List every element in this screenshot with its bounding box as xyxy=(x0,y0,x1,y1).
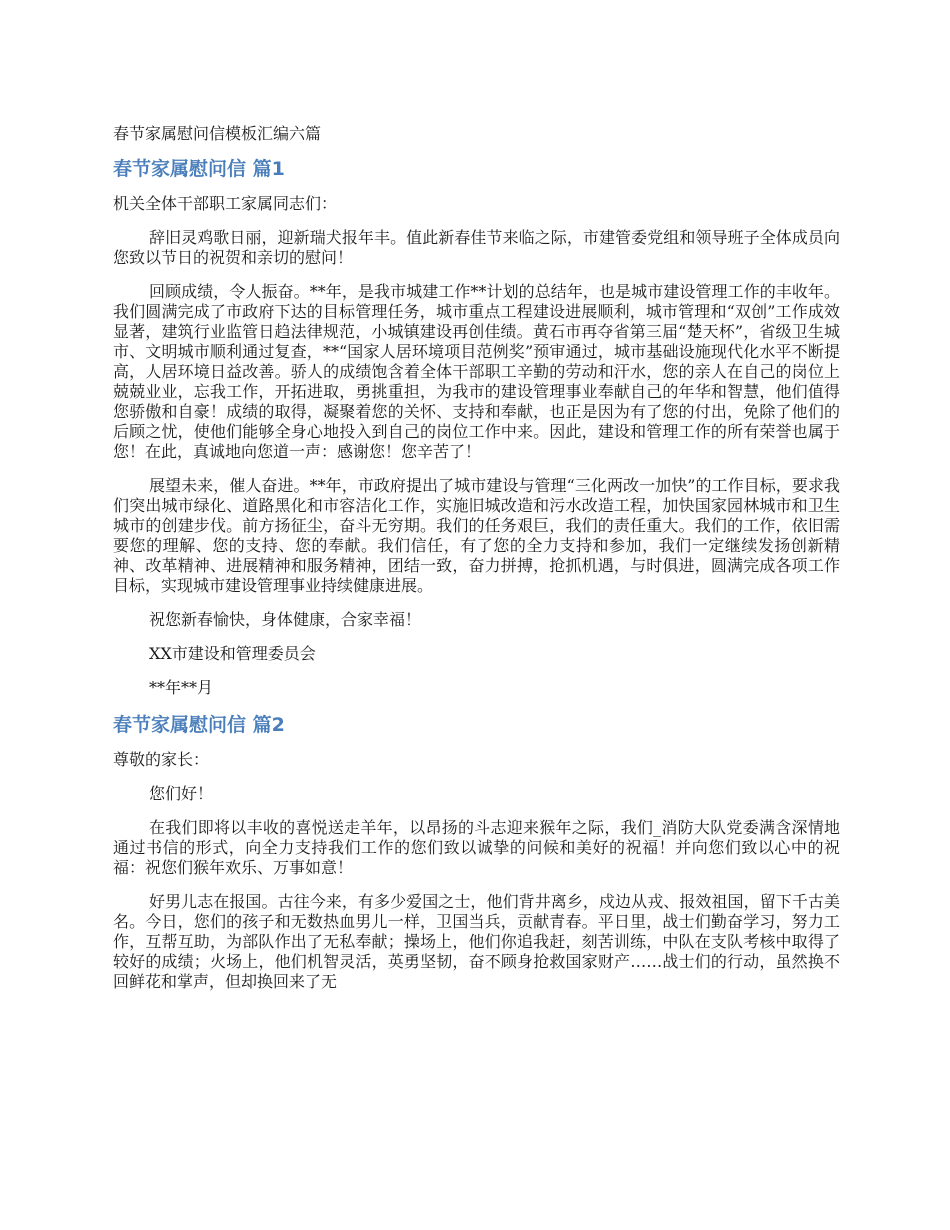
paragraph: 展望未来，催人奋进。**年，市政府提出了城市建设与管理“三化两改一加快”的工作目标，要求我们突出城市绿化、道路黑化和市容洁化工作，实施旧城改造和污水改造工程，加快国家园林城市和卫生城市的创建步伐。前方扬征尘，奋斗无穷期。我们的任务艰巨，我们的责任重大。我们的工作，依旧需要您的理解、您的支持、您的奉献。我们信任，有了您的全力支持和参加，我们一定继续发扬创新精神、改革精神、进展精神和服务精神，团结一致，奋力拼搏，抢抓机遇，与时俱进，圆满完成各项工作目标，实现城市建设管理事业持续健康进展。 xyxy=(113,476,840,595)
date-line: **年**月 xyxy=(149,678,214,697)
document-title: 春节家属慰问信模板汇编六篇 xyxy=(113,124,322,143)
salutation: 尊敬的家长： xyxy=(113,750,210,769)
salutation: 机关全体干部职工家属同志们： xyxy=(113,194,338,213)
section-heading: 春节家属慰问信 篇2 xyxy=(113,714,285,736)
signature: XX市建设和管理委员会 xyxy=(149,644,316,663)
paragraph: 回顾成绩，令人振奋。**年，是我市城建工作**计划的总结年，也是城市建设管理工作的丰收年。我们圆满完成了市政府下达的目标管理任务，城市重点工程建设进展顺利，城市管理和“双创”工作成效显著，建筑行业监管日趋法律规范，小城镇建设再创佳绩。黄石市再夺省第三届“楚天杯”，省级卫生城市、文明城市顺利通过复查，**“国家人居环境项目范例奖”预审通过，城市基础设施现代化水平不断提高，人居环境日益改善。骄人的成绩饱含着全体干部职工辛勤的劳动和汗水，您的亲人在自己的岗位上兢兢业业，忘我工作，开拓进取，勇挑重担，为我市的建设管理事业奉献自己的年华和智慧，他们值得您骄傲和自豪！成绩的取得，凝聚着您的关怀、支持和奉献，也正是因为有了您的付出，免除了他们的后顾之忧，使他们能够全身心地投入到自己的岗位工作中来。因此，建设和管理工作的所有荣誉也属于您！在此，真诚地向您道一声：感谢您！您辛苦了！ xyxy=(113,282,840,461)
paragraph: 在我们即将以丰收的喜悦送走羊年，以昂扬的斗志迎来猴年之际，我们_消防大队党委满含深情地通过书信的形式，向全力支持我们工作的您们致以诚挚的问候和美好的祝福！并向您们致以心中的祝福：祝您们猴年欢乐、万事如意！ xyxy=(113,818,840,877)
paragraph: 辞旧灵鸡歌日丽，迎新瑞犬报年丰。值此新春佳节来临之际，市建管委党组和领导班子全体成员向您致以节日的祝贺和亲切的慰问！ xyxy=(113,228,840,267)
document-page xyxy=(113,122,840,1006)
greeting: 您们好！ xyxy=(149,784,214,803)
section-1 xyxy=(113,156,840,698)
paragraph: 好男儿志在报国。古往今来，有多少爱国之士，他们背井离乡，戍边从戎、报效祖国，留下千古美名。今日，您们的孩子和无数热血男儿一样，卫国当兵，贡献青春。平日里，战士们勤奋学习，努力工作，互帮互助，为部队作出了无私奉献；操场上，他们你追我赶，刻苦训练，中队在支队考核中取得了较好的成绩；火场上，他们机智灵活，英勇坚韧，奋不顾身抢救国家财产……战士们的行动，虽然换不回鲜花和掌声，但却换回来了无 xyxy=(113,892,840,991)
closing-wish: 祝您新春愉快，身体健康，合家幸福！ xyxy=(149,610,422,629)
section-2 xyxy=(113,712,840,992)
section-heading: 春节家属慰问信 篇1 xyxy=(113,158,285,180)
